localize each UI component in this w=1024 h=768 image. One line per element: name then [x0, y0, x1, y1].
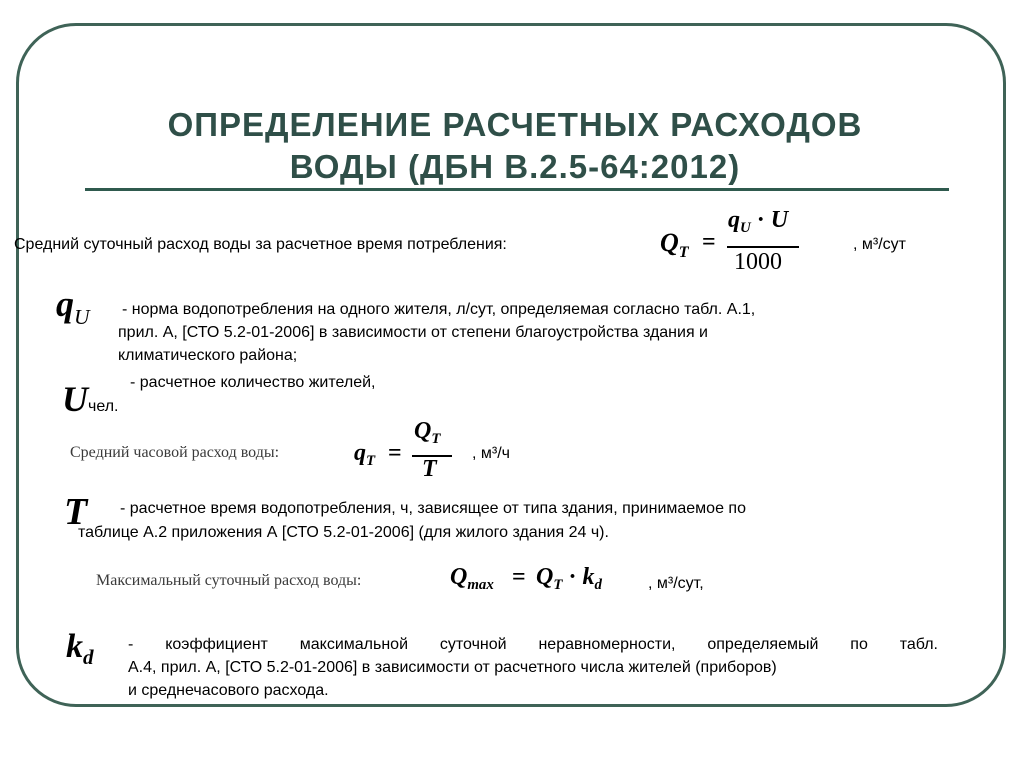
- hourly-avg-numerator: $Q_T$: [414, 418, 441, 448]
- slide-title-line-1: ОПРЕДЕЛЕНИЕ РАСЧЕТНЫХ РАСХОДОВ: [167, 106, 863, 143]
- kd-desc-line-3: и среднечасового расхода.: [128, 682, 329, 699]
- daily-avg-lhs: $Q_T$: [660, 228, 689, 261]
- u-symbol: Uчел.: [62, 379, 119, 419]
- hourly-avg-label: Средний часовой расход воды:: [70, 444, 280, 461]
- hourly-avg-equals: =: [388, 440, 402, 466]
- hourly-avg-denominator: T: [422, 456, 437, 482]
- qu-desc-line-3: климатического района;: [118, 347, 298, 364]
- hourly-avg-unit: , м³/ч: [472, 445, 510, 462]
- kd-desc-line-1: - коэффициент максимальной суточной неравномерности, определяемый по табл.: [128, 636, 938, 653]
- t-desc-line-1: - расчетное время водопотребления, ч, зависящее от типа здания, принимаемое по: [120, 500, 746, 517]
- qu-symbol: $q_U$: [56, 284, 90, 329]
- t-desc-line-2: таблице А.2 приложения А [СТО 5.2-01-2006] (для жилого здания 24 ч).: [78, 524, 609, 541]
- daily-max-rhs: $Q_T \cdot k_d$: [536, 564, 602, 594]
- qu-desc-line-1: - норма водопотребления на одного жителя, л/сут, определяемая согласно табл. А.1,: [122, 301, 756, 318]
- daily-avg-fraction-bar: [727, 246, 799, 248]
- qu-desc-line-2: прил. А, [СТО 5.2-01-2006] в зависимости от степени благоустройства здания и: [118, 324, 708, 341]
- daily-max-lhs: $Q_{max}$: [450, 564, 494, 594]
- title-underline: [85, 188, 949, 191]
- t-symbol: T: [64, 491, 88, 533]
- daily-max-equals: =: [512, 564, 526, 590]
- daily-max-label: Максимальный суточный расход воды:: [96, 572, 362, 589]
- kd-symbol: $k_d$: [66, 628, 94, 670]
- daily-avg-unit: , м³/сут: [853, 236, 906, 253]
- daily-avg-numerator: $q_U \cdot U$: [728, 207, 789, 237]
- u-desc: - расчетное количество жителей,: [130, 374, 376, 391]
- slide-title-line-2: ВОДЫ (ДБН В.2.5-64:2012): [289, 148, 741, 185]
- daily-avg-equals: =: [702, 229, 716, 255]
- daily-avg-label: Средний суточный расход воды за расчетное время потребления:: [14, 236, 507, 253]
- daily-avg-denominator: 1000: [734, 249, 782, 275]
- kd-desc-line-2: А.4, прил. А, [СТО 5.2-01-2006] в зависимости от расчетного числа жителей (приборов): [128, 659, 777, 676]
- daily-max-unit: , м³/сут,: [648, 575, 704, 592]
- hourly-avg-lhs: $q_T$: [354, 440, 376, 470]
